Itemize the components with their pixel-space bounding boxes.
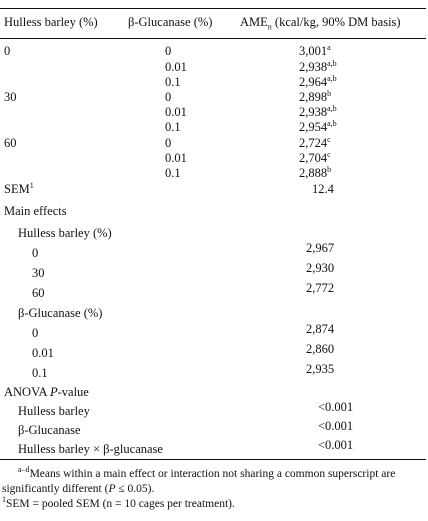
top-rule <box>0 8 426 9</box>
row-value: 2,888$^b$ <box>299 165 332 180</box>
row-enzyme: 0 <box>165 90 172 104</box>
main-enzyme-level: 0 <box>32 326 39 340</box>
main-enzyme-value: 2,874 <box>306 322 335 336</box>
header-ame <box>240 15 401 35</box>
main-enzyme-level: 0.1 <box>32 366 48 380</box>
main-effects-enzyme-label: β-Glucanase (%) <box>18 306 103 320</box>
row-value: 2,954$^{a,b}$ <box>299 119 337 134</box>
row-value: 2,964$^{a,b}$ <box>299 74 337 89</box>
row-value: 2,898$^b$ <box>299 89 332 104</box>
main-enzyme-level: 0.01 <box>32 346 54 360</box>
main-barley-level: 60 <box>32 286 45 300</box>
header-ame-post: (kcal/kg, 90% DM basis) <box>271 15 401 29</box>
row-enzyme: 0 <box>165 136 172 150</box>
row-enzyme: 0 <box>165 44 172 58</box>
bottom-rule <box>0 459 426 460</box>
main-effects-label: Main effects <box>4 204 67 218</box>
row-value: 3,001$^a$ <box>299 43 331 58</box>
row-enzyme: 0.1 <box>165 120 181 134</box>
main-barley-value: 2,967 <box>306 241 335 255</box>
main-barley-value: 2,772 <box>306 281 335 295</box>
sem-value: 12.4 <box>312 182 334 196</box>
header-hulless-barley: Hulless barley (%) <box>4 15 98 29</box>
header-rule <box>0 38 426 39</box>
main-effects-barley-label: Hulless barley (%) <box>18 226 112 240</box>
row-enzyme: 0.1 <box>165 166 181 180</box>
row-enzyme: 0.01 <box>165 105 187 119</box>
row-value: 2,724$^c$ <box>299 135 331 150</box>
row-value: 2,938$^{a,b}$ <box>299 104 337 119</box>
row-enzyme: 0.01 <box>165 151 187 165</box>
main-enzyme-value: 2,935 <box>306 362 335 376</box>
anova-row-name: Hulless barley <box>18 404 90 418</box>
anova-label: ANOVA P-value <box>4 385 89 399</box>
anova-row-name: β-Glucanase <box>18 423 81 437</box>
sem-label: SEM$^1$ <box>4 181 34 196</box>
footnote-sem: $^1$SEM = pooled SEM (n = 10 cages per treatment). <box>2 495 235 510</box>
anova-row-value: <0.001 <box>318 419 354 433</box>
main-barley-level: 30 <box>32 266 45 280</box>
anova-row-name: Hulless barley × β-glucanase <box>18 442 163 456</box>
row-barley-30: 30 <box>4 90 17 104</box>
main-barley-level: 0 <box>32 246 39 260</box>
header-ame-pre: AME <box>240 15 268 29</box>
row-barley-60: 60 <box>4 136 17 150</box>
row-value: 2,938$^{a,b}$ <box>299 59 337 74</box>
row-enzyme: 0.01 <box>165 60 187 74</box>
footnote-significance: $^{a-d}$Means within a main effect or interaction not sharing a common superscript are significantly different (P ≤ 0.05). <box>2 465 396 495</box>
row-enzyme: 0.1 <box>165 75 181 89</box>
row-barley-0: 0 <box>4 44 11 58</box>
main-enzyme-value: 2,860 <box>306 342 335 356</box>
anova-row-value: <0.001 <box>318 438 354 452</box>
header-beta-glucanase: β-Glucanase (%) <box>128 15 213 29</box>
anova-row-value: <0.001 <box>318 400 354 414</box>
header-ame-sub: n <box>267 22 272 32</box>
row-value: 2,704$^c$ <box>299 150 331 165</box>
main-barley-value: 2,930 <box>306 261 335 275</box>
